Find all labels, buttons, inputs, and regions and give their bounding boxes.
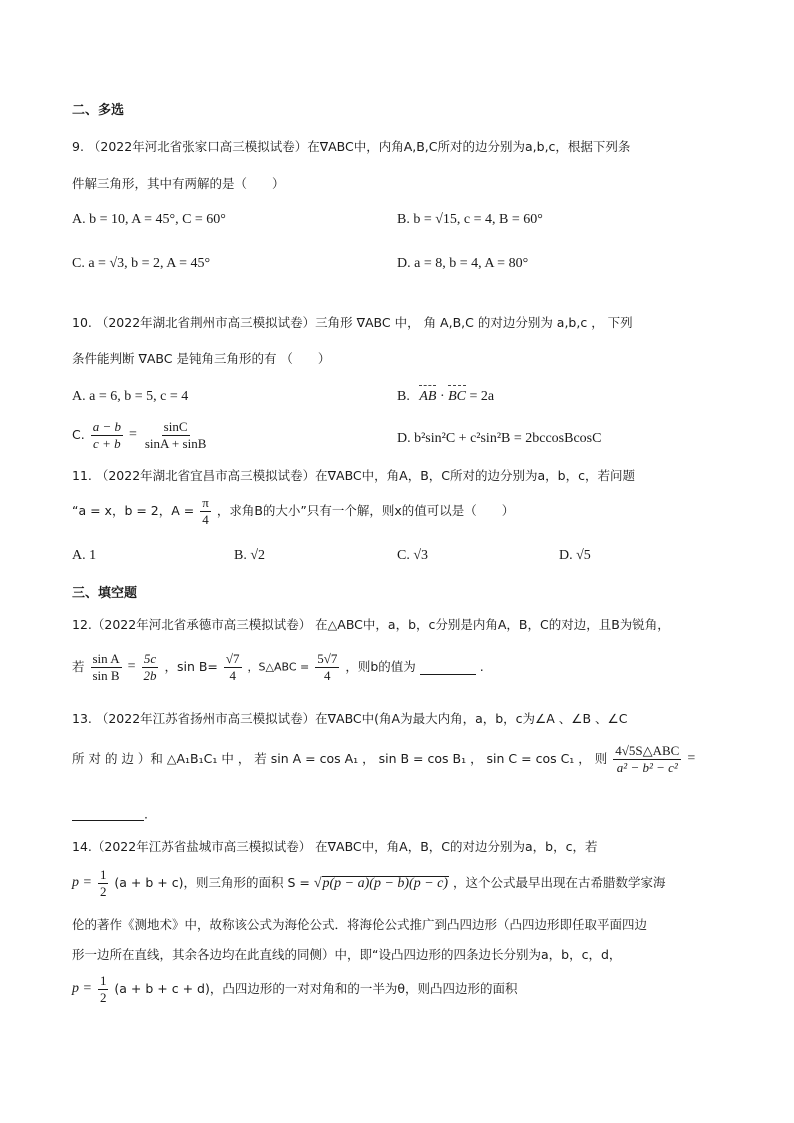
q14-stem-line2: p = $\frac{1}{2}$ (a + b + c)，则三角形的面积 S = √p(p − a)(p − b)(p − c) ，这个公式最早出现在古希腊数学家海 [72,867,666,899]
q9-option-b: B. b = √15, c = 4, B = 60° [397,212,543,227]
fraction: $\frac{\sin C}{\sin A + \sin B}$ [144,419,207,451]
q10-stem-line1: 10. （2022年湖北省荆州市高三模拟试卷）三角形 ∇ABC 中， 角 A,B,C 的对边分别为 a,b,c ， 下列 [72,315,633,330]
q13-stem-line2: 所 对 的 边 ）和 △A₁B₁C₁ 中 ， 若 sin A = cos A₁ ， sin B = cos B₁ ， sin C = cos C₁ ， 则 4√5S△ABC a² − b² − c² = [72,743,696,775]
section-heading-multi: 二、多选 [72,103,125,118]
q11-option-d: D. √5 [559,548,591,563]
q9-option-d: D. a = 8, b = 4, A = 80° [397,256,529,271]
vector-bc: BC [448,389,467,404]
fraction: $\frac{5√7}{4}$ [317,651,338,683]
q11-stem-line2: “a = x，b = 2，A = $\frac{\pi}{4}$ ，求角B的大小”只有一个解，则x的值可以是（ ） [72,495,515,527]
q10-option-d: D. b²sin²C + c²sin²B = 2bccosBcosC [397,431,602,446]
q12-stem-line1: 12.（2022年河北省承德市高三模拟试卷） 在△ABC中，a，b，c分别是内角A，B，C的对边，且B为锐角， [72,617,670,632]
q14-stem-line5: p = $\frac{1}{2}$ (a + b + c + d)，凸四边形的一对对角和的一半为θ，则凸四边形的面积 [72,973,518,1005]
fraction: $\frac{1}{2}$ [99,867,107,899]
q14-stem-line4: 形一边所在直线，其余各边均在此直线的同侧）中，即“设凸四边形的四条边长分别为a，b，c，d， [72,947,622,962]
fraction: 4√5S△ABC a² − b² − c² [615,743,680,775]
q9-stem-line1: 9. （2022年河北省张家口高三模拟试卷）在∇ABC中，内角A,B,C所对的边分别为a,b,c，根据下列条 [72,139,631,154]
q9-option-a: A. b = 10, A = 45°, C = 60° [72,212,226,227]
q10-option-a: A. a = 6, b = 5, c = 4 [72,389,189,404]
q10-option-c-prefix: C. [72,426,85,442]
q9-stem-line2: 件解三角形，其中有两解的是（ ） [72,176,285,191]
q9-option-c: C. a = √3, b = 2, A = 45° [72,256,211,271]
answer-blank[interactable] [420,660,476,675]
fraction: $\frac{a - b}{c + b}$ [92,419,121,451]
q11-option-c: C. √3 [397,548,429,563]
fraction: $\frac{√7}{4}$ [225,651,240,683]
q11-option-b: B. √2 [234,548,266,563]
fraction: $\frac{\text{sin A}}{\text{sin B}}$ [92,651,120,683]
answer-blank[interactable] [72,808,144,821]
q12-stem-line2: 若 $\frac{\text{sin A}}{\text{sin B}}$ = $\frac{5c}{2b}$ ，sin B= $\frac{√7}{4}$ ，S△ABC = $\frac{5√7}{4}$ ，则b的值为 . [72,651,484,683]
q10-option-c: C. $\frac{a - b}{c + b}$ = $\frac{\sin C}{\sin A + \sin B}$ [72,419,207,451]
q10-option-b-prefix: B. [397,389,410,404]
q10-option-b-rest: = 2a [469,389,495,404]
q10-stem-line2: 条件能判断 ∇ABC 是钝角三角形的有 （ ） [72,351,331,366]
fraction: $\frac{5c}{2b}$ [143,651,157,683]
q11-option-a: A. 1 [72,548,97,563]
q14-stem-line3: 伦的著作《测地术》中，故称该公式为海伦公式．将海伦公式推广到凸四边形（凸四边形即任取平面四边 [72,917,648,932]
vector-ab: AB [419,389,437,404]
fraction: $\frac{1}{2}$ [99,973,107,1005]
q11-stem-line1: 11. （2022年湖北省宜昌市高三模拟试卷）在∇ABC中，角A，B，C所对的边分别为a，b，c，若问题 [72,468,635,483]
fraction-pi-over-4: $\frac{\pi}{4}$ [202,495,209,527]
q13-answer-line: . [72,808,148,821]
section-heading-fill: 三、填空题 [72,586,138,601]
q10-option-b: B. AB · BC = 2a [397,389,495,404]
q13-stem-line1: 13. （2022年江苏省扬州市高三模拟试卷）在∇ABC中(角A为最大内角，a，b，c为∠A 、∠B 、∠C [72,711,628,726]
q14-stem-line1: 14.（2022年江苏省盐城市高三模拟试卷） 在∇ABC中，角A，B，C的对边分别为a，b，c，若 [72,839,598,854]
heron-radicand: p(p − a)(p − b)(p − c) [322,875,449,891]
